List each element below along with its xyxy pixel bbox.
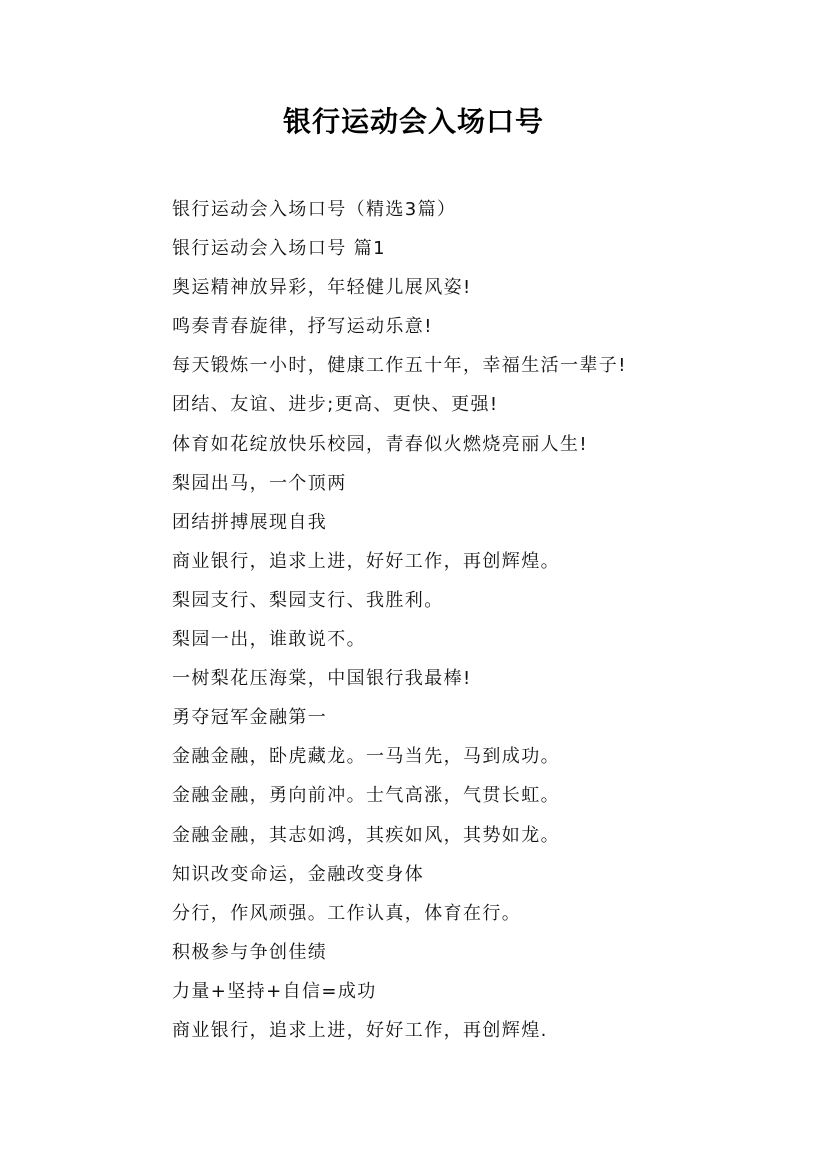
list-item: 分行，作风顽强。工作认真，体育在行。: [172, 902, 522, 924]
list-item: 金融金融，卧虎藏龙。一马当先，马到成功。: [172, 746, 560, 768]
list-item: 奥运精神放异彩，年轻健儿展风姿!: [172, 277, 472, 299]
list-item: 一树梨花压海棠，中国银行我最棒!: [172, 668, 472, 690]
list-item: 金融金融，其志如鸿，其疾如风，其势如龙。: [172, 824, 560, 846]
list-item: 积极参与争创佳绩: [172, 941, 328, 963]
document-title: 银行运动会入场口号: [282, 105, 544, 138]
list-item: 银行运动会入场口号 篇1: [172, 238, 386, 260]
list-item: 梨园出马，一个顶两: [172, 472, 347, 494]
list-item: 梨园支行、梨园支行、我胜利。: [172, 589, 444, 611]
list-item: 体育如花绽放快乐校园，青春似火燃烧亮丽人生!: [172, 433, 589, 455]
list-item: 金融金融，勇向前冲。士气高涨，气贯长虹。: [172, 785, 560, 807]
list-item: 团结拼搏展现自我: [172, 511, 328, 533]
list-item: 商业银行，追求上进，好好工作，再创辉煌。: [172, 550, 560, 572]
list-item: 知识改变命运，金融改变身体: [172, 863, 425, 885]
list-item: 银行运动会入场口号（精选3篇）: [172, 199, 457, 220]
list-item: 梨园一出，谁敢说不。: [172, 629, 366, 651]
list-item: 力量+坚持+自信=成功: [172, 980, 377, 1002]
list-item: 鸣奏青春旋律，抒写运动乐意!: [172, 316, 433, 338]
list-item: 团结、友谊、进步;更高、更快、更强!: [172, 394, 499, 416]
list-item: 勇夺冠军金融第一: [172, 707, 328, 729]
list-item: 每天锻炼一小时，健康工作五十年，幸福生活一辈子!: [172, 355, 627, 377]
list-item: 商业银行，追求上进，好好工作，再创辉煌.: [172, 1019, 548, 1041]
slogan-list: [172, 195, 732, 1055]
